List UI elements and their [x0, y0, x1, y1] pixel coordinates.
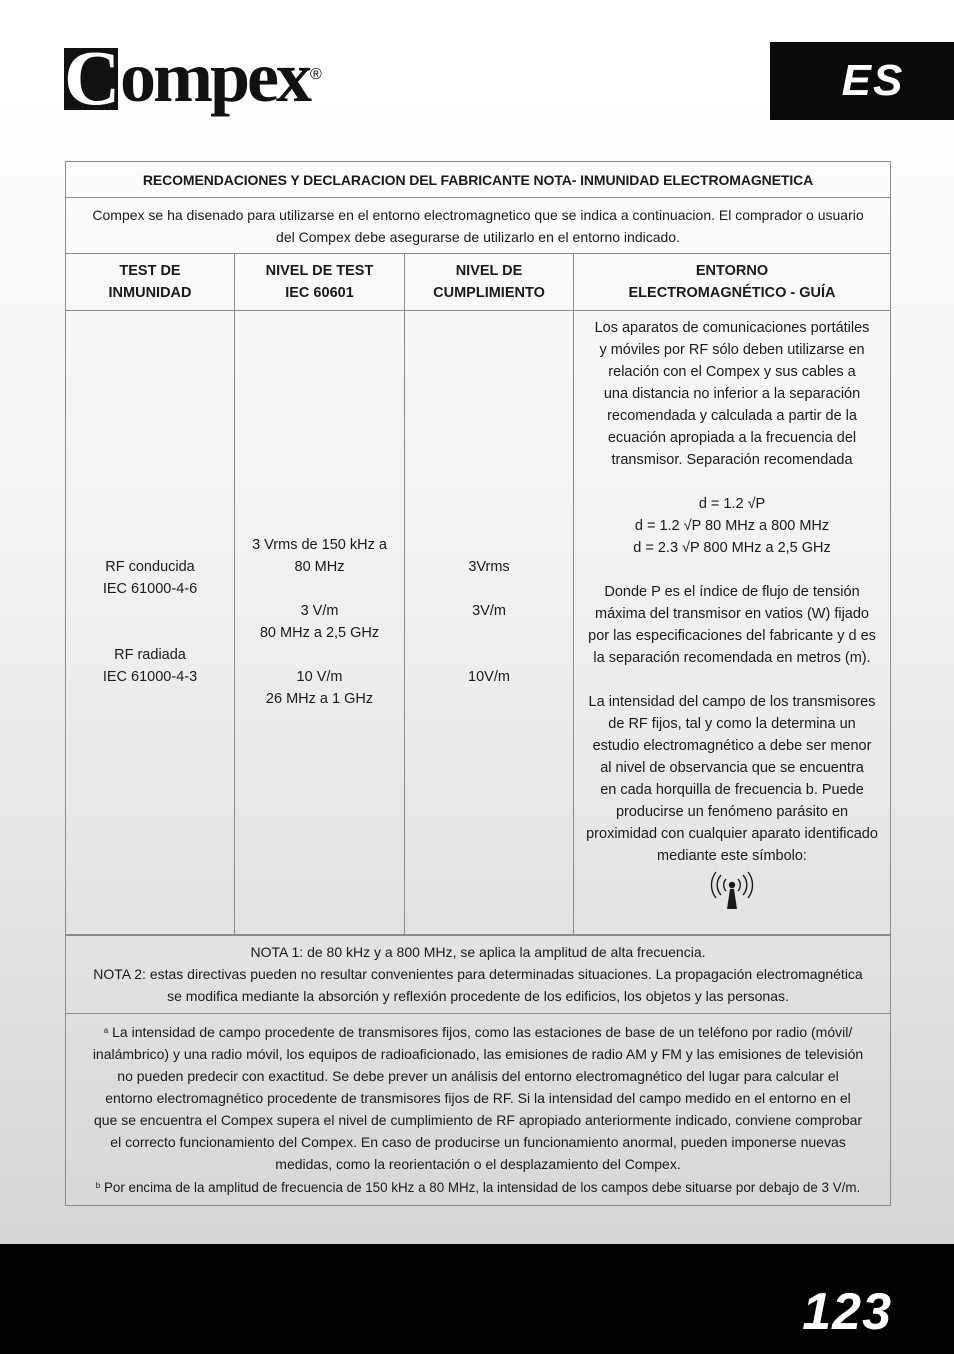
- cell-line: en cada horquilla de frecuencia b. Puede: [600, 782, 864, 798]
- table-title: RECOMENDACIONES Y DECLARACION DEL FABRICANTE NOTA- INMUNIDAD ELECTROMAGNETICA: [66, 162, 891, 198]
- footnote-a-line: entorno electromagnético procedente de transmisores fijos de RF. Si la intensidad del campo medido en el entorno en el: [105, 1090, 851, 1106]
- cell-line: IEC 61000-4-3: [102, 669, 198, 686]
- cell-line: 26 MHz a 1 GHz: [265, 691, 374, 708]
- footnote-a-line: no pueden predecir con exactitud. Se debe prever un análisis del entorno electromagnético del lugar para calcular el: [117, 1068, 839, 1084]
- cell-line: estudio electromagnético a debe ser menor: [592, 738, 872, 754]
- footnote-a-line: el correcto funcionamiento del Compex. En caso de producirse un funcionamiento anormal, pueden imponerse nuevas: [110, 1134, 846, 1150]
- blank-line: [72, 600, 228, 622]
- cell-line: de RF fijos, tal y como la determina un: [608, 716, 856, 732]
- cell-line: d = 1.2 √P 80 MHz a 800 MHz: [634, 518, 830, 534]
- cell-line: 3 V/m: [300, 603, 339, 620]
- cell-line: máxima del transmisor en vatios (W) fijado: [595, 606, 869, 622]
- cell-line: al nivel de observancia que se encuentra: [600, 760, 864, 776]
- test-level-cell: [235, 311, 405, 935]
- immunity-declaration-table: [65, 161, 891, 1206]
- cell-line: Los aparatos de comunicaciones portátiles: [594, 320, 870, 336]
- header-line: CUMPLIMIENTO: [433, 285, 545, 301]
- column-header-compliance-level: [405, 254, 574, 311]
- header-line: NIVEL DE: [455, 263, 523, 279]
- cell-line: 3Vrms: [468, 559, 510, 576]
- blank-line: [580, 471, 884, 493]
- header-line: IEC 60601: [285, 285, 354, 301]
- note-2-continued: se modifica mediante la absorción y reflexión procedente de los edificios, los objetos y las personas.: [167, 988, 789, 1005]
- cell-line: transmisor. Separación recomendada: [611, 452, 853, 468]
- column-header-guidance: [574, 254, 891, 311]
- cell-line: RF radiada: [114, 647, 186, 664]
- header-line: TEST DE: [119, 263, 181, 279]
- blank-line: [580, 669, 884, 691]
- cell-line: 80 MHz a 2,5 GHz: [259, 625, 380, 642]
- cell-line: 10 V/m: [296, 669, 343, 686]
- blank-line: [72, 622, 228, 644]
- non-ionizing-radiation-icon: [708, 871, 756, 911]
- cell-line: 3V/m: [472, 603, 506, 620]
- table-intro: [66, 198, 891, 254]
- language-badge: ES: [770, 42, 954, 120]
- header-line: ENTORNO: [695, 263, 769, 279]
- footnote-a-line: inalámbrico) y una radio móvil, los equipos de radioaficionado, las emisiones de radio AM y FM y las emisiones de televisión: [92, 1046, 864, 1062]
- blank-line: [411, 644, 567, 666]
- page-number: 123: [802, 1283, 892, 1341]
- cell-line: proximidad con cualquier aparato identificado: [586, 826, 878, 842]
- blank-line: [241, 644, 398, 666]
- footnote-b-line: [74, 1175, 882, 1199]
- table-footnotes: [66, 1014, 891, 1206]
- header-line: INMUNIDAD: [108, 285, 192, 301]
- cell-line: 80 MHz: [294, 559, 345, 576]
- table-notes: [66, 935, 891, 1014]
- compex-logo: [64, 37, 322, 118]
- intro-line: del Compex debe asegurarse de utilizarlo en el entorno indicado.: [276, 228, 680, 245]
- column-header-test-level: [235, 254, 405, 311]
- footnote-b-marker: b: [95, 1181, 101, 1190]
- cell-line: RF conducida: [105, 559, 195, 576]
- note-1: NOTA 1: de 80 kHz y a 800 MHz, se aplica la amplitud de alta frecuencia.: [250, 944, 706, 961]
- footnote-a-text: La intensidad de campo procedente de transmisores fijos, como las estaciones de base de un teléfono por radio (móvil/: [112, 1024, 853, 1040]
- footer-band: [0, 1244, 954, 1354]
- footnote-b-text: Por encima de la amplitud de frecuencia de 150 kHz a 80 MHz, la intensidad de los campos debe situarse por debajo de 3 V/m.: [103, 1180, 861, 1195]
- blank-line: [411, 622, 567, 644]
- cell-line: relación con el Compex y sus cables a: [608, 364, 856, 380]
- cell-line: 3 Vrms de 150 kHz a: [252, 537, 387, 554]
- cell-line: la separación recomendada en metros (m).: [593, 650, 871, 666]
- guidance-text: [580, 317, 884, 867]
- cell-line: 10V/m: [468, 669, 510, 686]
- registered-mark: ®: [309, 66, 322, 83]
- blank-line: [580, 559, 884, 581]
- logo-initial: C: [64, 48, 118, 110]
- compliance-level-cell: [405, 311, 574, 935]
- guidance-cell: [574, 311, 891, 935]
- immunity-test-cell: [66, 311, 235, 935]
- footnote-a-marker: a: [103, 1026, 109, 1035]
- cell-line: recomendada y calculada a partir de la: [607, 408, 857, 424]
- footnote-a-line: [74, 1020, 882, 1043]
- note-2: NOTA 2: estas directivas pueden no resultar convenientes para determinadas situaciones. La propagación electromagnética: [93, 966, 863, 983]
- footnote-a-line: medidas, como la reorientación o el desplazamiento del Compex.: [275, 1156, 681, 1172]
- header-line: ELECTROMAGNÉTICO - GUÍA: [628, 285, 836, 301]
- cell-line: La intensidad del campo de los transmisores: [588, 694, 876, 710]
- blank-line: [411, 578, 567, 600]
- cell-line: por las especificaciones del fabricante y d es: [588, 628, 876, 644]
- cell-line: una distancia no inferior a la separación: [603, 386, 861, 402]
- cell-line: d = 1.2 √P: [698, 496, 766, 512]
- cell-line: Donde P es el índice de flujo de tensión: [604, 584, 860, 600]
- cell-line: d = 2.3 √P 800 MHz a 2,5 GHz: [633, 540, 831, 556]
- cell-line: mediante este símbolo:: [657, 848, 807, 864]
- logo-wordmark: ompex: [120, 37, 309, 117]
- blank-line: [241, 578, 398, 600]
- cell-line: producirse un fenómeno parásito en: [615, 804, 849, 820]
- cell-line: y móviles por RF sólo deben utilizarse en: [599, 342, 865, 358]
- header-line: NIVEL DE TEST: [265, 263, 374, 279]
- cell-line: ecuación apropiada a la frecuencia del: [607, 430, 857, 446]
- intro-line: Compex se ha disenado para utilizarse en el entorno electromagnetico que se indica a continuacion. El comprador o usuario: [92, 206, 864, 223]
- column-header-immunity-test: [66, 254, 235, 311]
- footnote-a-line: que se encuentra el Compex supera el nivel de cumplimiento de RF apropiado anteriormente indicado, conviene comprobar: [93, 1112, 863, 1128]
- cell-line: IEC 61000-4-6: [102, 581, 198, 598]
